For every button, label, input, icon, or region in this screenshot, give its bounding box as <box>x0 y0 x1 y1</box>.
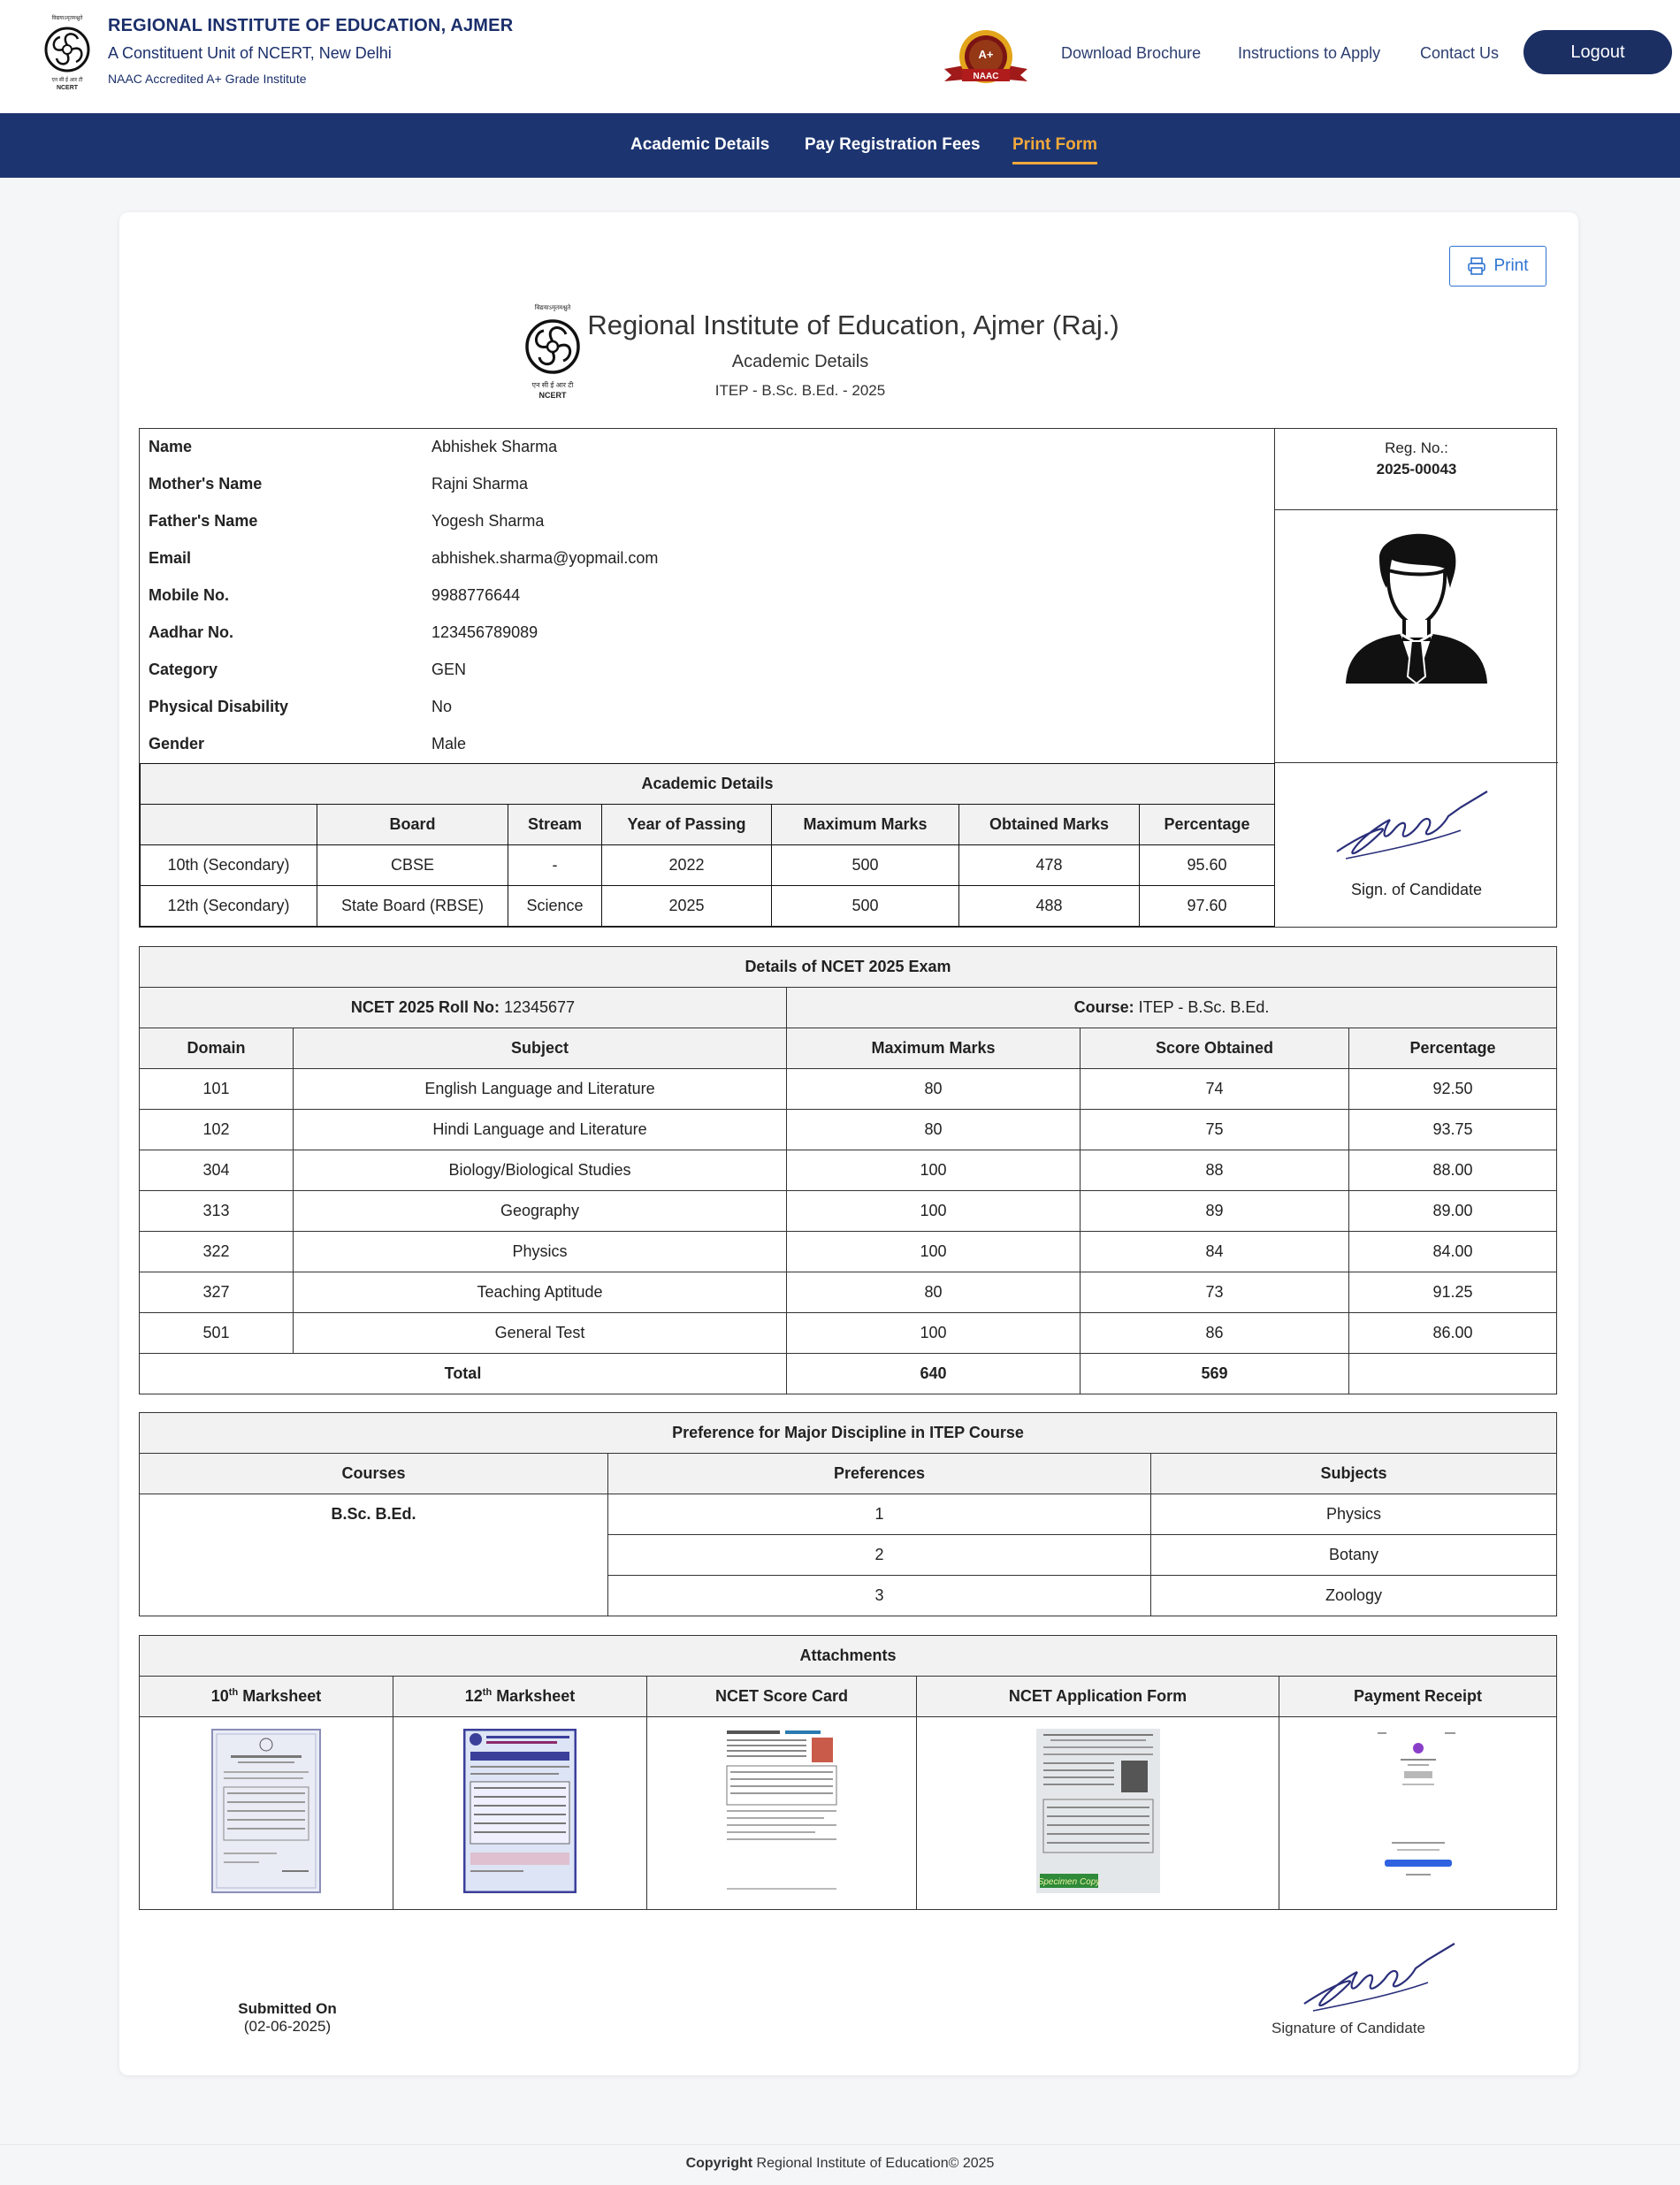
attach-heading: Attachments <box>140 1636 1557 1677</box>
attach-col-10th <box>140 1677 393 1717</box>
pref-heading: Preference for Major Discipline in ITEP Course <box>140 1413 1557 1454</box>
submitted-date: (02-06-2025) <box>243 2018 332 2035</box>
academic-col-obtained: Obtained Marks <box>959 805 1140 845</box>
cell: General Test <box>294 1313 787 1354</box>
label-mother: Mother's Name <box>149 475 263 493</box>
label-category: Category <box>149 661 218 678</box>
value-disability: No <box>431 698 453 715</box>
cell: 10th (Secondary) <box>141 845 317 886</box>
attach-col1-pre: 10 <box>210 1687 229 1705</box>
value-father: Yogesh Sharma <box>431 512 545 530</box>
personal-info <box>140 429 1275 763</box>
form-subtitle: Academic Details <box>731 352 869 371</box>
label-email: Email <box>149 549 192 567</box>
cell: 80 <box>787 1272 1081 1313</box>
cell: 89.00 <box>1349 1191 1557 1232</box>
signature-label: Signature of Candidate <box>1271 2020 1425 2036</box>
table-row <box>140 1313 1557 1354</box>
ncet-course-label: Course: <box>1073 998 1134 1016</box>
cell: 84 <box>1081 1232 1349 1272</box>
reg-label: Reg. No.: <box>1385 439 1448 456</box>
pref-col-courses: Courses <box>140 1454 608 1494</box>
constituent-text: A Constituent Unit of NCERT, New Delhi <box>108 44 392 62</box>
cell: 92.50 <box>1349 1069 1557 1110</box>
marksheet-10th-thumbnail <box>211 1729 321 1893</box>
attach-col2-post: Marksheet <box>492 1687 576 1705</box>
cell: Botany <box>1151 1535 1557 1576</box>
logo-motto: विद्ययाऽमृतमश्नुते <box>51 16 83 21</box>
attach-col2-pre: 12 <box>464 1687 483 1705</box>
cell: 91.25 <box>1349 1272 1557 1313</box>
label-aadhar: Aadhar No. <box>149 623 234 641</box>
avatar-icon <box>1337 517 1496 685</box>
attach-col2-sup: th <box>482 1687 493 1698</box>
ncet-course <box>787 988 1557 1028</box>
attachment-12th-marksheet[interactable] <box>393 1717 647 1910</box>
ncet-roll <box>140 988 787 1028</box>
printer-icon <box>1467 256 1486 276</box>
cell: 3 <box>608 1576 1151 1616</box>
label-name: Name <box>149 438 193 455</box>
cell: 100 <box>787 1313 1081 1354</box>
cell: - <box>508 845 602 886</box>
cell: 97.60 <box>1140 886 1275 927</box>
ncert-logo <box>39 12 95 92</box>
print-label: Print <box>1493 256 1529 275</box>
cell: 500 <box>772 886 959 927</box>
label-mobile: Mobile No. <box>149 586 229 604</box>
naac-badge-icon <box>937 27 1035 92</box>
application-form-thumbnail <box>1036 1729 1160 1893</box>
ncet-col-max: Maximum Marks <box>787 1028 1081 1069</box>
ncet-course-value: ITEP - B.Sc. B.Ed. <box>1138 998 1270 1016</box>
personal-details-box <box>139 428 1557 928</box>
ncet-col-subject: Subject <box>294 1028 787 1069</box>
cell: 88 <box>1081 1150 1349 1191</box>
nav-contact-us[interactable]: Contact Us <box>1420 44 1500 62</box>
table-row <box>140 1150 1557 1191</box>
form-logo-hindi: एन सी ई आर टी <box>531 381 574 389</box>
page-footer <box>0 2144 1680 2185</box>
table-row <box>141 845 1275 886</box>
brand-block <box>108 16 513 86</box>
value-aadhar: 123456789089 <box>431 623 538 641</box>
cell: 80 <box>787 1110 1081 1150</box>
academic-col-max: Maximum Marks <box>772 805 959 845</box>
cell: 12th (Secondary) <box>141 886 317 927</box>
tab-academic-details[interactable]: Academic Details <box>630 135 770 154</box>
cell: 89 <box>1081 1191 1349 1232</box>
ncet-heading: Details of NCET 2025 Exam <box>140 947 1557 988</box>
cell: 2 <box>608 1535 1151 1576</box>
main-nav <box>0 113 1680 178</box>
ncet-roll-value: 12345677 <box>503 998 576 1016</box>
cell: Physics <box>1151 1494 1557 1535</box>
pref-course: B.Sc. B.Ed. <box>140 1494 608 1616</box>
cell: 102 <box>140 1110 294 1150</box>
logo-hindi: एन सी ई आर टी <box>51 78 83 83</box>
academic-col-blank <box>141 805 317 845</box>
cell: 100 <box>787 1191 1081 1232</box>
academic-col-board: Board <box>317 805 508 845</box>
attachment-payment-receipt[interactable] <box>1279 1717 1557 1910</box>
cell: Geography <box>294 1191 787 1232</box>
cell: CBSE <box>317 845 508 886</box>
cell: Biology/Biological Studies <box>294 1150 787 1191</box>
attach-col1-sup: th <box>228 1687 239 1698</box>
candidate-signature <box>1328 781 1505 869</box>
attachment-ncet-score-card[interactable] <box>647 1717 917 1910</box>
cell: 101 <box>140 1069 294 1110</box>
cell: 88.00 <box>1349 1150 1557 1191</box>
label-disability: Physical Disability <box>149 698 289 715</box>
total-row <box>140 1354 1557 1394</box>
value-email: abhishek.sharma@yopmail.com <box>431 549 659 567</box>
registration-box <box>1275 429 1558 510</box>
table-row <box>140 1232 1557 1272</box>
logout-button[interactable]: Logout <box>1523 30 1672 74</box>
cell: 2022 <box>602 845 772 886</box>
value-name: Abhishek Sharma <box>431 438 558 455</box>
total-max: 640 <box>787 1354 1081 1394</box>
preference-table <box>139 1412 1557 1616</box>
cell: Physics <box>294 1232 787 1272</box>
submitted-label: Submitted On <box>238 2000 337 2017</box>
cell: 100 <box>787 1232 1081 1272</box>
logo-ncert: NCERT <box>56 85 79 91</box>
ncet-roll-label: NCET 2025 Roll No: <box>350 998 500 1016</box>
table-row <box>140 1191 1557 1232</box>
cell: Zoology <box>1151 1576 1557 1616</box>
cell: State Board (RBSE) <box>317 886 508 927</box>
attach-col-application: NCET Application Form <box>917 1677 1279 1717</box>
score-card-thumbnail <box>723 1729 840 1893</box>
naac-text: NAAC Accredited A+ Grade Institute <box>108 72 307 86</box>
total-obtained: 569 <box>1081 1354 1349 1394</box>
academic-col-year: Year of Passing <box>602 805 772 845</box>
cell: 93.75 <box>1349 1110 1557 1150</box>
cell: 478 <box>959 845 1140 886</box>
attach-col1-post: Marksheet <box>238 1687 322 1705</box>
attach-col-score-card: NCET Score Card <box>647 1677 917 1717</box>
form-title: Regional Institute of Education, Ajmer (Raj.) <box>587 309 1119 340</box>
submitted-on-block <box>208 2000 367 2036</box>
cell: Teaching Aptitude <box>294 1272 787 1313</box>
academic-col-stream: Stream <box>508 805 602 845</box>
table-row <box>140 1069 1557 1110</box>
nav-download-brochure[interactable]: Download Brochure <box>1061 44 1202 62</box>
specimen-copy-label: Specimen Copy <box>1037 1877 1100 1887</box>
signature-box <box>1275 763 1558 928</box>
cell: 1 <box>608 1494 1151 1535</box>
attachment-ncet-application-form[interactable] <box>917 1717 1279 1910</box>
copyright-bold: Copyright <box>685 2156 753 2171</box>
total-label: Total <box>140 1354 787 1394</box>
total-percentage <box>1349 1354 1557 1394</box>
print-form-card <box>119 212 1578 2075</box>
ncet-col-score: Score Obtained <box>1081 1028 1349 1069</box>
cell: 2025 <box>602 886 772 927</box>
cell: 488 <box>959 886 1140 927</box>
cell: 84.00 <box>1349 1232 1557 1272</box>
copyright-text: Regional Institute of Education© 2025 <box>752 2156 995 2171</box>
label-gender: Gender <box>149 735 205 753</box>
cell: 75 <box>1081 1110 1349 1150</box>
ncet-col-domain: Domain <box>140 1028 294 1069</box>
cell: 500 <box>772 845 959 886</box>
form-logo-motto: विद्ययाऽमृतमश्नुते <box>534 305 571 311</box>
cell: 86 <box>1081 1313 1349 1354</box>
cell: 501 <box>140 1313 294 1354</box>
table-row <box>140 1494 1557 1535</box>
cell: English Language and Literature <box>294 1069 787 1110</box>
cell: 304 <box>140 1150 294 1191</box>
print-button[interactable] <box>1449 246 1546 286</box>
tab-print-form[interactable]: Print Form <box>1012 135 1097 164</box>
ncet-col-percentage: Percentage <box>1349 1028 1557 1069</box>
pref-col-preferences: Preferences <box>608 1454 1151 1494</box>
naac-badge-grade: A+ <box>978 48 994 61</box>
naac-badge-label: NAAC <box>973 72 999 81</box>
label-father: Father's Name <box>149 512 258 530</box>
payment-receipt-thumbnail <box>1374 1729 1462 1893</box>
cell: 313 <box>140 1191 294 1232</box>
marksheet-12th-thumbnail <box>463 1729 577 1893</box>
top-header <box>0 0 1680 113</box>
cell: 100 <box>787 1150 1081 1191</box>
academic-heading: Academic Details <box>141 764 1275 805</box>
nav-instructions-to-apply[interactable]: Instructions to Apply <box>1238 44 1381 62</box>
table-row <box>141 886 1275 927</box>
cell: Science <box>508 886 602 927</box>
table-row <box>140 1272 1557 1313</box>
cell: 74 <box>1081 1069 1349 1110</box>
attach-col-12th <box>393 1677 647 1717</box>
cell: 86.00 <box>1349 1313 1557 1354</box>
cell: 327 <box>140 1272 294 1313</box>
candidate-photo <box>1275 510 1558 763</box>
table-row <box>140 1110 1557 1150</box>
sign-label: Sign. of Candidate <box>1350 881 1483 898</box>
cell: 322 <box>140 1232 294 1272</box>
form-logo-ncert: NCERT <box>538 391 567 400</box>
cell: 95.60 <box>1140 845 1275 886</box>
attachments-table <box>139 1635 1557 1910</box>
cell: 73 <box>1081 1272 1349 1313</box>
value-mother: Rajni Sharma <box>431 475 529 493</box>
academic-details-table <box>140 763 1275 928</box>
attach-col-receipt: Payment Receipt <box>1279 1677 1557 1717</box>
reg-number: 2025-00043 <box>1376 461 1457 477</box>
attachment-10th-marksheet[interactable] <box>140 1717 393 1910</box>
value-gender: Male <box>431 735 467 753</box>
institute-name: REGIONAL INSTITUTE OF EDUCATION, AJMER <box>108 16 514 35</box>
cell: 80 <box>787 1069 1081 1110</box>
value-mobile: 9988776644 <box>431 586 521 604</box>
tab-pay-registration-fees[interactable]: Pay Registration Fees <box>805 135 981 154</box>
value-category: GEN <box>431 661 467 678</box>
academic-col-percentage: Percentage <box>1140 805 1275 845</box>
pref-col-subjects: Subjects <box>1151 1454 1557 1494</box>
cell: Hindi Language and Literature <box>294 1110 787 1150</box>
ncet-details-table <box>139 946 1557 1394</box>
form-program: ITEP - B.Sc. B.Ed. - 2025 <box>714 382 886 399</box>
candidate-signature-footer <box>1295 1933 1472 2021</box>
